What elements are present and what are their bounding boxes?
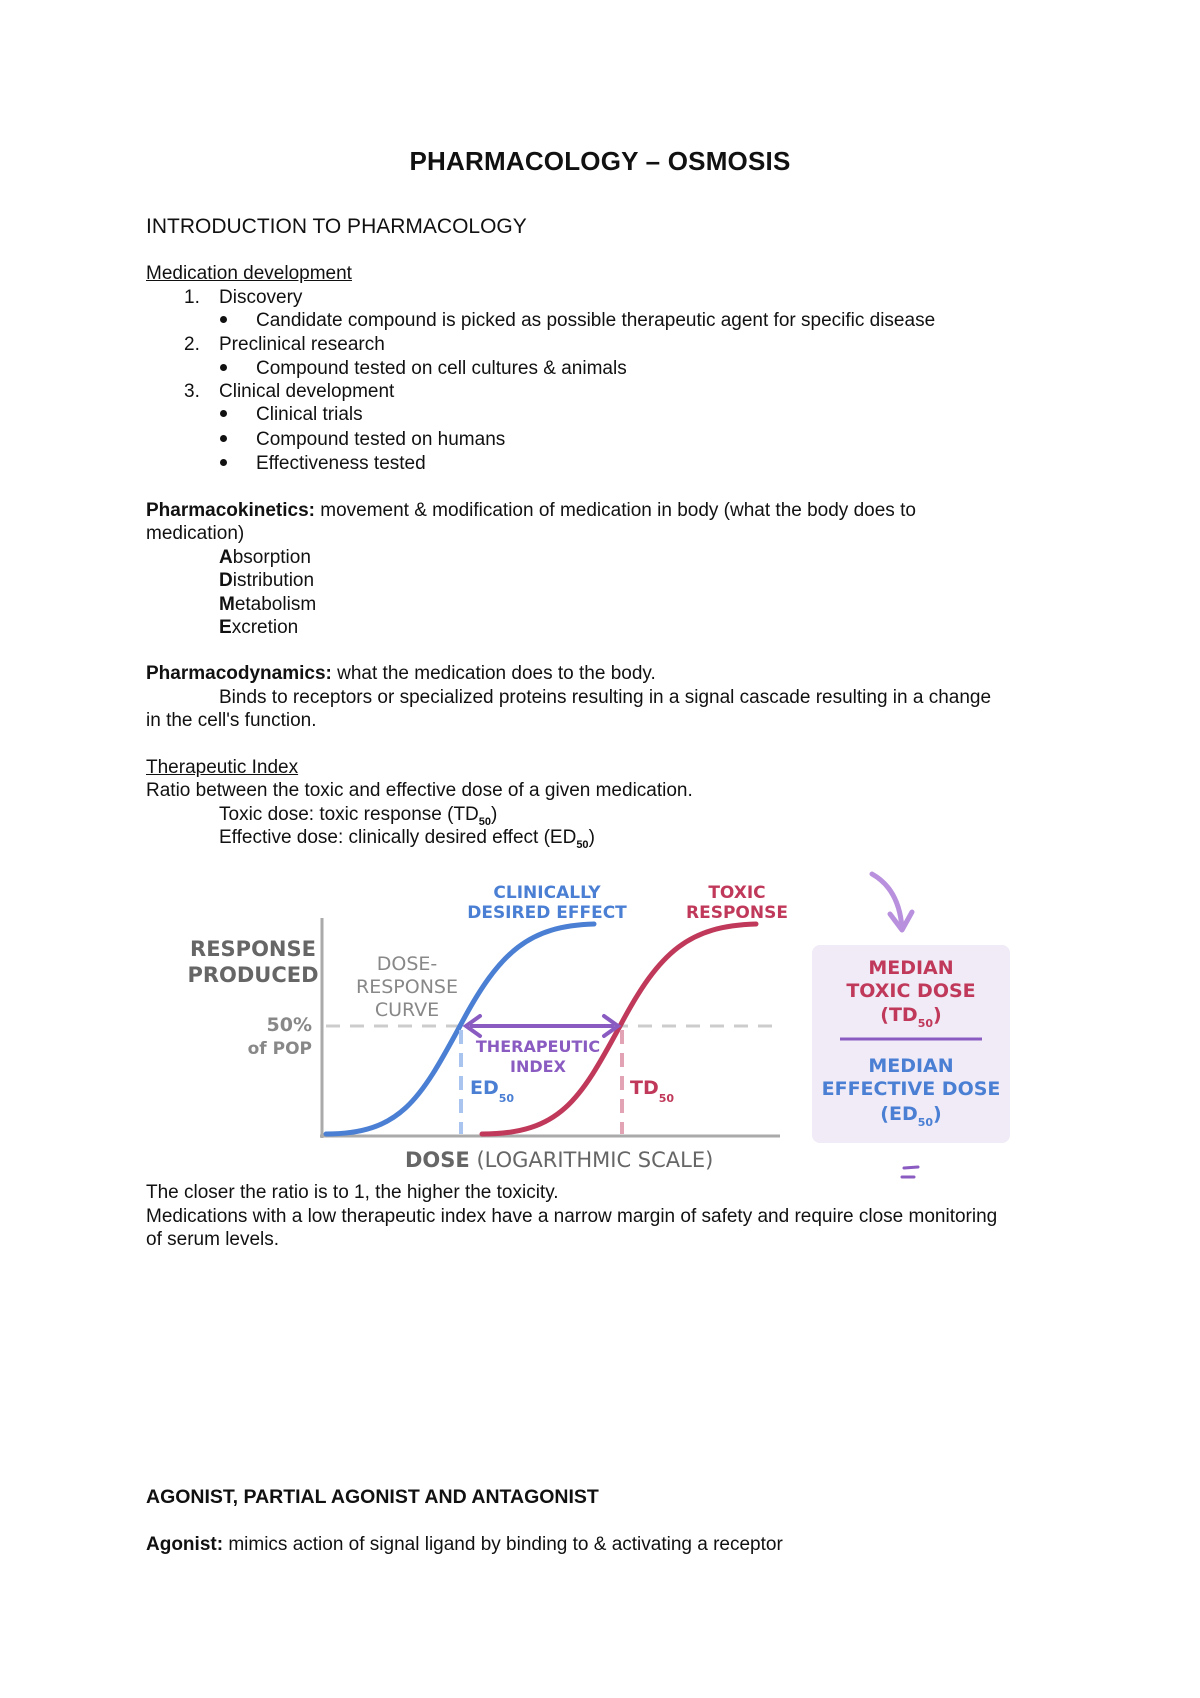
dose-response-label-2: RESPONSE bbox=[356, 976, 458, 998]
toxic-dose-curve bbox=[482, 924, 756, 1134]
agonist-text: mimics action of signal ligand by binding to & activating a receptor bbox=[223, 1534, 783, 1555]
step-1-bullet-1: Candidate compound is picked as possible therapeutic agent for specific disease bbox=[256, 310, 936, 331]
adme-excretion: Excretion bbox=[219, 617, 299, 638]
therapeutic-index-label-1: THERAPEUTIC bbox=[475, 1037, 601, 1056]
step-2-label: Preclinical research bbox=[219, 334, 385, 355]
low-index-note: Medications with a low therapeutic index have a narrow margin of safety and require close monitoring bbox=[146, 1206, 998, 1227]
section-heading-intro: INTRODUCTION TO PHARMACOLOGY bbox=[146, 215, 527, 238]
y-axis-label-line1: RESPONSE bbox=[190, 937, 316, 961]
pharmacokinetics-text-cont: medication) bbox=[146, 523, 245, 544]
adme-distribution: Distribution bbox=[219, 570, 315, 591]
low-index-note-cont: of serum levels. bbox=[146, 1229, 280, 1250]
step-2-bullet-1: Compound tested on cell cultures & animals bbox=[256, 358, 627, 379]
clinically-label-1: CLINICALLY bbox=[493, 883, 601, 903]
step-3-bullet-3: Effectiveness tested bbox=[256, 453, 426, 474]
toxic-dose-line: Toxic dose: toxic response $(TD_{50})$ bbox=[219, 804, 498, 828]
median-toxic-label-3: $(TD_{50})$ bbox=[880, 1004, 942, 1030]
y-axis-label-line2: PRODUCED bbox=[187, 963, 319, 987]
adme-metabolism: Metabolism bbox=[219, 594, 317, 615]
pharmacokinetics-text: movement & modification of medication in body (what the body does to bbox=[314, 500, 916, 521]
dose-response-label-3: CURVE bbox=[374, 999, 440, 1021]
agonist-term: Agonist: bbox=[146, 1534, 224, 1555]
ed50-label: $ED_{50}$ bbox=[470, 1077, 515, 1105]
clinically-label-2: DESIRED EFFECT bbox=[467, 903, 627, 923]
dose-response-label-1: DOSE- bbox=[376, 953, 438, 975]
adme-absorption: Absorption bbox=[219, 547, 311, 568]
td50-label: $TD_{50}$ bbox=[630, 1077, 675, 1105]
agonist-definition bbox=[146, 1533, 783, 1556]
pharmacodynamics-detail-cont: in the cell's function. bbox=[146, 710, 317, 731]
median-effective-label-1: MEDIAN bbox=[868, 1055, 954, 1077]
ratio-note: The closer the ratio is to 1, the higher the toxicity. bbox=[146, 1182, 559, 1203]
pharmacodynamics-term: Pharmacodynamics: bbox=[146, 663, 332, 684]
step-1-label: Discovery bbox=[219, 287, 303, 308]
therapeutic-index-label: Therapeutic Index bbox=[146, 757, 299, 778]
median-toxic-label-1: MEDIAN bbox=[868, 957, 954, 979]
pharmacodynamics-detail: Binds to receptors or specialized proteins resulting in a signal cascade resulting in a change bbox=[219, 687, 992, 708]
step-2-number: 2. bbox=[184, 334, 200, 355]
step-1-number: 1. bbox=[184, 287, 200, 308]
of-pop-label: of POP bbox=[247, 1039, 312, 1059]
toxic-response-label-2: RESPONSE bbox=[686, 903, 788, 923]
step-3-bullet-2: Compound tested on humans bbox=[256, 429, 506, 450]
effective-dose-line: Effective dose: clinically desired effect $(ED_{50})$ bbox=[219, 827, 595, 851]
median-effective-label-3: $(ED_{50})$ bbox=[880, 1103, 942, 1129]
therapeutic-index-definition: Ratio between the toxic and effective dose of a given medication. bbox=[146, 780, 693, 801]
equals-mark-icon bbox=[904, 1167, 918, 1168]
fifty-percent-label: 50% bbox=[266, 1014, 312, 1036]
toxic-response-label-1: TOXIC bbox=[708, 883, 766, 903]
x-axis-label: DOSE (LOGARITHMIC SCALE) bbox=[405, 1148, 714, 1172]
pharmacodynamics-text: what the medication does to the body. bbox=[331, 663, 656, 684]
therapeutic-index-label-2: INDEX bbox=[510, 1057, 566, 1076]
page-title: PHARMACOLOGY – OSMOSIS bbox=[409, 146, 791, 176]
step-3-number: 3. bbox=[184, 381, 200, 402]
median-toxic-label-2: TOXIC DOSE bbox=[846, 980, 976, 1002]
step-3-label: Clinical development bbox=[219, 381, 395, 402]
medication-development-label: Medication development bbox=[146, 263, 352, 284]
section-heading-agonist: AGONIST, PARTIAL AGONIST AND ANTAGONIST bbox=[146, 1486, 599, 1508]
pharmacokinetics-term: Pharmacokinetics: bbox=[146, 500, 315, 521]
step-3-bullet-1: Clinical trials bbox=[256, 404, 363, 425]
median-effective-label-2: EFFECTIVE DOSE bbox=[821, 1078, 1001, 1100]
